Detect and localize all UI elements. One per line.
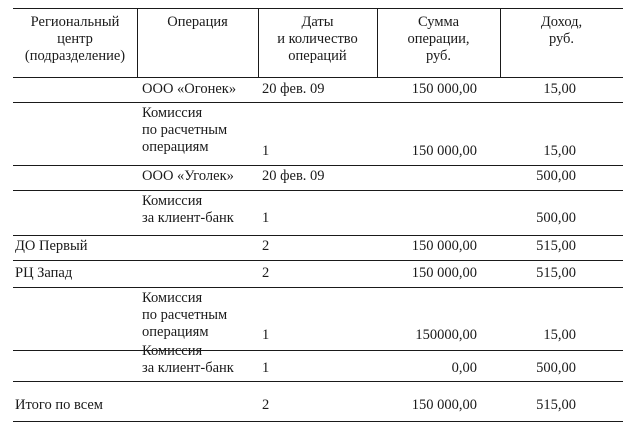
cell-date-count: 20 фев. 09 bbox=[262, 81, 325, 97]
cell-date-count: 2 bbox=[262, 238, 270, 254]
cell-income: 500,00 bbox=[536, 360, 576, 376]
cell-date-count: 2 bbox=[262, 265, 270, 281]
header-line: руб. bbox=[425, 48, 452, 64]
header-income bbox=[500, 14, 623, 48]
row-rule bbox=[13, 165, 623, 166]
cell-income: 15,00 bbox=[543, 143, 576, 159]
cell-date-count: 20 фев. 09 bbox=[262, 168, 325, 184]
cell-date-count: 2 bbox=[262, 397, 270, 413]
operation-line: ООО «Огонек» bbox=[142, 81, 237, 97]
row-rule bbox=[13, 350, 623, 351]
row-rule bbox=[13, 381, 623, 382]
header-line: (подразделение) bbox=[24, 48, 126, 64]
cell-income: 515,00 bbox=[536, 238, 576, 254]
cell-income: 515,00 bbox=[536, 397, 576, 413]
header-line: Сумма bbox=[417, 14, 460, 30]
operation-line: Комиссия bbox=[142, 343, 203, 359]
row-rule bbox=[13, 287, 623, 288]
header-operation bbox=[137, 14, 258, 31]
cell-center: ДО Первый bbox=[15, 238, 88, 254]
cell-sum: 150 000,00 bbox=[411, 81, 477, 97]
operation-line: за клиент-банк bbox=[142, 210, 234, 226]
table-top-rule bbox=[13, 8, 623, 9]
cell-income: 500,00 bbox=[536, 168, 576, 184]
cell-date-count: 1 bbox=[262, 143, 270, 159]
row-rule bbox=[13, 260, 623, 261]
header-sum bbox=[377, 14, 500, 65]
operation-line: Комиссия bbox=[142, 193, 203, 209]
cell-income: 15,00 bbox=[543, 327, 576, 343]
header-line: Даты bbox=[301, 14, 334, 30]
header-line: операции, bbox=[407, 31, 470, 47]
header-line: Доход, bbox=[540, 14, 583, 30]
row-rule bbox=[13, 190, 623, 191]
cell-sum: 0,00 bbox=[451, 360, 477, 376]
operation-line: операциям bbox=[142, 139, 209, 155]
operation-line: Комиссия bbox=[142, 290, 203, 306]
operation-line: Комиссия bbox=[142, 105, 203, 121]
header-line: операций bbox=[288, 48, 347, 64]
operation-line: по расчетным bbox=[142, 122, 228, 138]
cell-date-count: 1 bbox=[262, 210, 270, 226]
cell-income: 15,00 bbox=[543, 81, 576, 97]
cell-operation bbox=[142, 168, 234, 185]
header-line: Региональный bbox=[30, 14, 120, 30]
cell-operation bbox=[142, 343, 234, 377]
header-line: и количество bbox=[277, 31, 358, 47]
cell-operation bbox=[142, 105, 227, 156]
header-line: Операция bbox=[167, 14, 228, 30]
cell-date-count: 1 bbox=[262, 360, 270, 376]
cell-center: РЦ Запад bbox=[15, 265, 73, 281]
cell-operation bbox=[142, 290, 227, 341]
table-bottom-rule bbox=[13, 421, 623, 422]
header-center bbox=[13, 14, 137, 65]
cell-center: Итого по всем bbox=[15, 397, 103, 413]
header-dates bbox=[258, 14, 377, 65]
cell-operation bbox=[142, 193, 234, 227]
cell-income: 500,00 bbox=[536, 210, 576, 226]
cell-income: 515,00 bbox=[536, 265, 576, 281]
header-line: руб. bbox=[548, 31, 575, 47]
header-line: центр bbox=[57, 31, 93, 47]
cell-operation bbox=[142, 81, 236, 98]
header-bottom-rule bbox=[13, 77, 623, 78]
operation-line: по расчетным bbox=[142, 307, 228, 323]
row-rule bbox=[13, 102, 623, 103]
cell-sum: 150 000,00 bbox=[411, 143, 477, 159]
cell-sum: 150 000,00 bbox=[411, 238, 477, 254]
operation-line: за клиент-банк bbox=[142, 360, 234, 376]
row-rule bbox=[13, 235, 623, 236]
cell-date-count: 1 bbox=[262, 327, 270, 343]
cell-sum: 150 000,00 bbox=[411, 265, 477, 281]
cell-sum: 150000,00 bbox=[415, 327, 477, 343]
cell-sum: 150 000,00 bbox=[411, 397, 477, 413]
operation-line: ООО «Уголек» bbox=[142, 168, 234, 184]
operation-line: операциям bbox=[142, 324, 209, 340]
